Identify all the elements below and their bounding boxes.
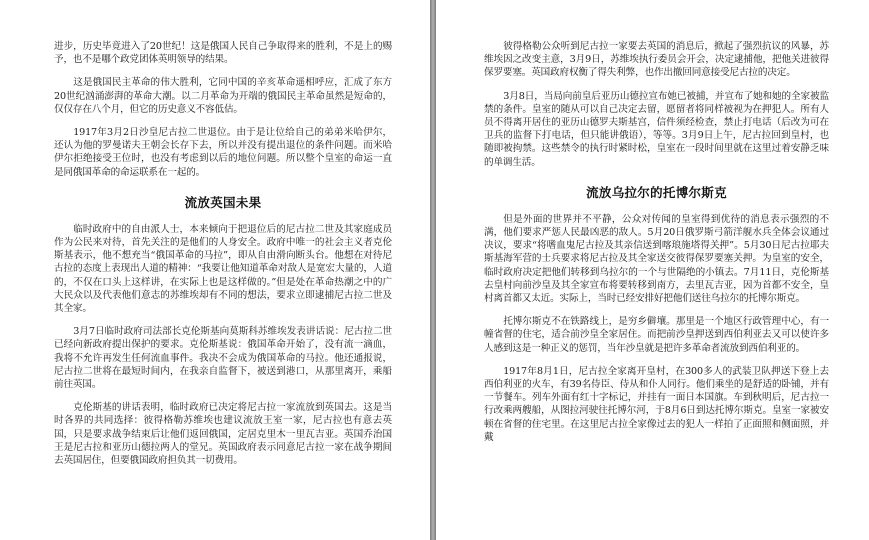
section-heading: 流放英国未果 bbox=[184, 194, 262, 210]
paragraph: 托博尔斯克不在铁路线上，是穷乡僻壤。那里是一个地区行政管理中心，有一幢省督的住宅，适合前沙皇全家居住。而把前沙皇押送到西伯利亚去又可以使许多人感到这是一种正义的惩罚，当年沙皇就是把许多革命者流放到西伯利亚的。 bbox=[484, 316, 829, 354]
paragraph: 进步，历史毕竟进入了20世纪！这是俄国人民自己争取得来的胜利，不是上的赐予，也不是哪个政党团体英明领导的结果。 bbox=[54, 41, 392, 66]
paragraph: 克伦斯基的讲话表明，临时政府已决定将尼古拉一家流放到英国去。这是当时各界的共同选择：彼得格勒苏维埃也建议流放王室一家，尼古拉也有意去英国，只是要求战争结束后让他们返回俄国，定居克里木一里瓦吉亚。英国乔治国王是尼古拉和亚历山德拉两人的堂兄。英国政府表示同意尼古拉一家在战争期间去英国居住，但要俄国政府担负其一切费用。 bbox=[54, 402, 392, 467]
paragraph: 但是外面的世界并不平静，公众对传闻的皇室得到优待的消息表示强烈的不满，他们要求严惩人民最凶恶的敌人。5月20日俄罗斯弓箭洋舰水兵全体会议通过决议，要求“将嗜血鬼尼古拉及其亲信送到喀琅施塔得关押”。5月30日尼古拉耶夫斯基海军营的士兵要求将尼古拉及其全家送交彼得保罗要塞关押。为皇室的安全，临时政府决定把他们转移到乌拉尔的一个与世隔绝的小镇去。7月11日，克伦斯基去皇村向前沙皇及其全家宣布将要转移到南方，去里瓦吉亚，因为首都不安全，皇村离首都又太近。实际上，当时已经安排好把他们送往乌拉尔的托博尔斯克。 bbox=[484, 213, 829, 305]
right-page bbox=[436, 0, 869, 540]
section-heading: 流放乌拉尔的托博尔斯克 bbox=[586, 184, 727, 200]
paragraph: 1917年8月1日，尼古拉全家离开皇村，在300多人的武装卫队押送下登上去西伯利亚的火车，有39名侍臣、侍从和仆人同行。他们乘坐的是舒适的卧铺，并有一节餐车。列车外面有红十字标记，并挂有一面日本国旗。车到秋明后，尼古拉一行改乘两艘船，从图拉河驶往托博尔河，于8月6日到达托博尔斯克。皇室一家被安顿在省督的住宅里。在这里尼古拉全家像过去的犯人一样拍了正面照和侧面照，并戴 bbox=[484, 365, 829, 443]
paragraph: 彼得格勒公众听到尼古拉一家要去英国的消息后，掀起了强烈抗议的风暴，苏维埃因之改变主意，3月9日，苏维埃执行委员会开会，决定逮捕他，把他关进彼得保罗要塞。英国政府权衡了得失利弊，也作出撤回同意接受尼古拉的决定。 bbox=[484, 41, 829, 79]
paragraph: 3月8日，当局向前皇后亚历山德拉宣布她已被捕，并宣布了她和她的全家被监禁的条件。皇室的随从可以自己决定去留，愿留者将同样被视为在押犯人。所有人员不得离开居住的亚历山德罗夫斯基宫，信件须经检查，禁止打电话（后改为可在卫兵的监督下打电话，但只能讲俄语），等等。3月9日上午，尼古拉回到皇村，也随即被拘禁。这些禁令的执行时紧时松，皇室在一段时间里就在这里过着安静乏味的单调生活。 bbox=[484, 90, 829, 168]
paragraph: 临时政府中的自由派人士，本来倾向于把退位后的尼古拉二世及其家庭成员作为公民来对待，首先关注的是他们的人身安全。政府中唯一的社会主义者克伦斯基表示，他不想充当“俄国革命的马拉”，即从自由滑向断头台。他想在对待尼古拉的态度上表现出人道的精神：“我要让他知道革命对敌人是宽宏大量的，人道的，不仅在口头上这样讲，在实际上也是这样做的。”但是处在革命热潮之中的广大民众以及代表他们意志的苏维埃却有不同的想法，要求立即逮捕尼古拉二世及其全家。 bbox=[54, 223, 392, 315]
paragraph: 1917年3月2日沙皇尼古拉二世退位。由于是让位给自己的弟弟米哈伊尔，还认为他的罗曼诺夫王朝会长存下去，所以并没有提出退位的条件问题。而米哈伊尔拒绝接受王位时，也没有考虑到以后的地位问题。所以整个皇室的命运一直是同俄国革命的命运联系在一起的。 bbox=[54, 127, 392, 178]
left-page bbox=[0, 0, 430, 540]
paragraph: 这是俄国民主革命的伟大胜利，它同中国的辛亥革命遥相呼应，汇成了东方20世纪汹涌澎湃的革命大潮。以二月革命为开端的俄国民主革命虽然是短命的，仅仅存在八个月，但它的历史意义不容低估。 bbox=[54, 77, 392, 115]
paragraph: 3月7日临时政府司法部长克伦斯基向莫斯科苏维埃发表讲话说：尼古拉二世已经向新政府提出保护的要求。克伦斯基说：俄国革命开始了，没有流一滴血，我将不允许再发生任何流血事件。我决不会成为俄国革命的马拉。他还通报说，尼古拉二世将在最短时间内，在我亲自监督下，被送到港口，从那里离开，乘船前往英国。 bbox=[54, 326, 392, 391]
